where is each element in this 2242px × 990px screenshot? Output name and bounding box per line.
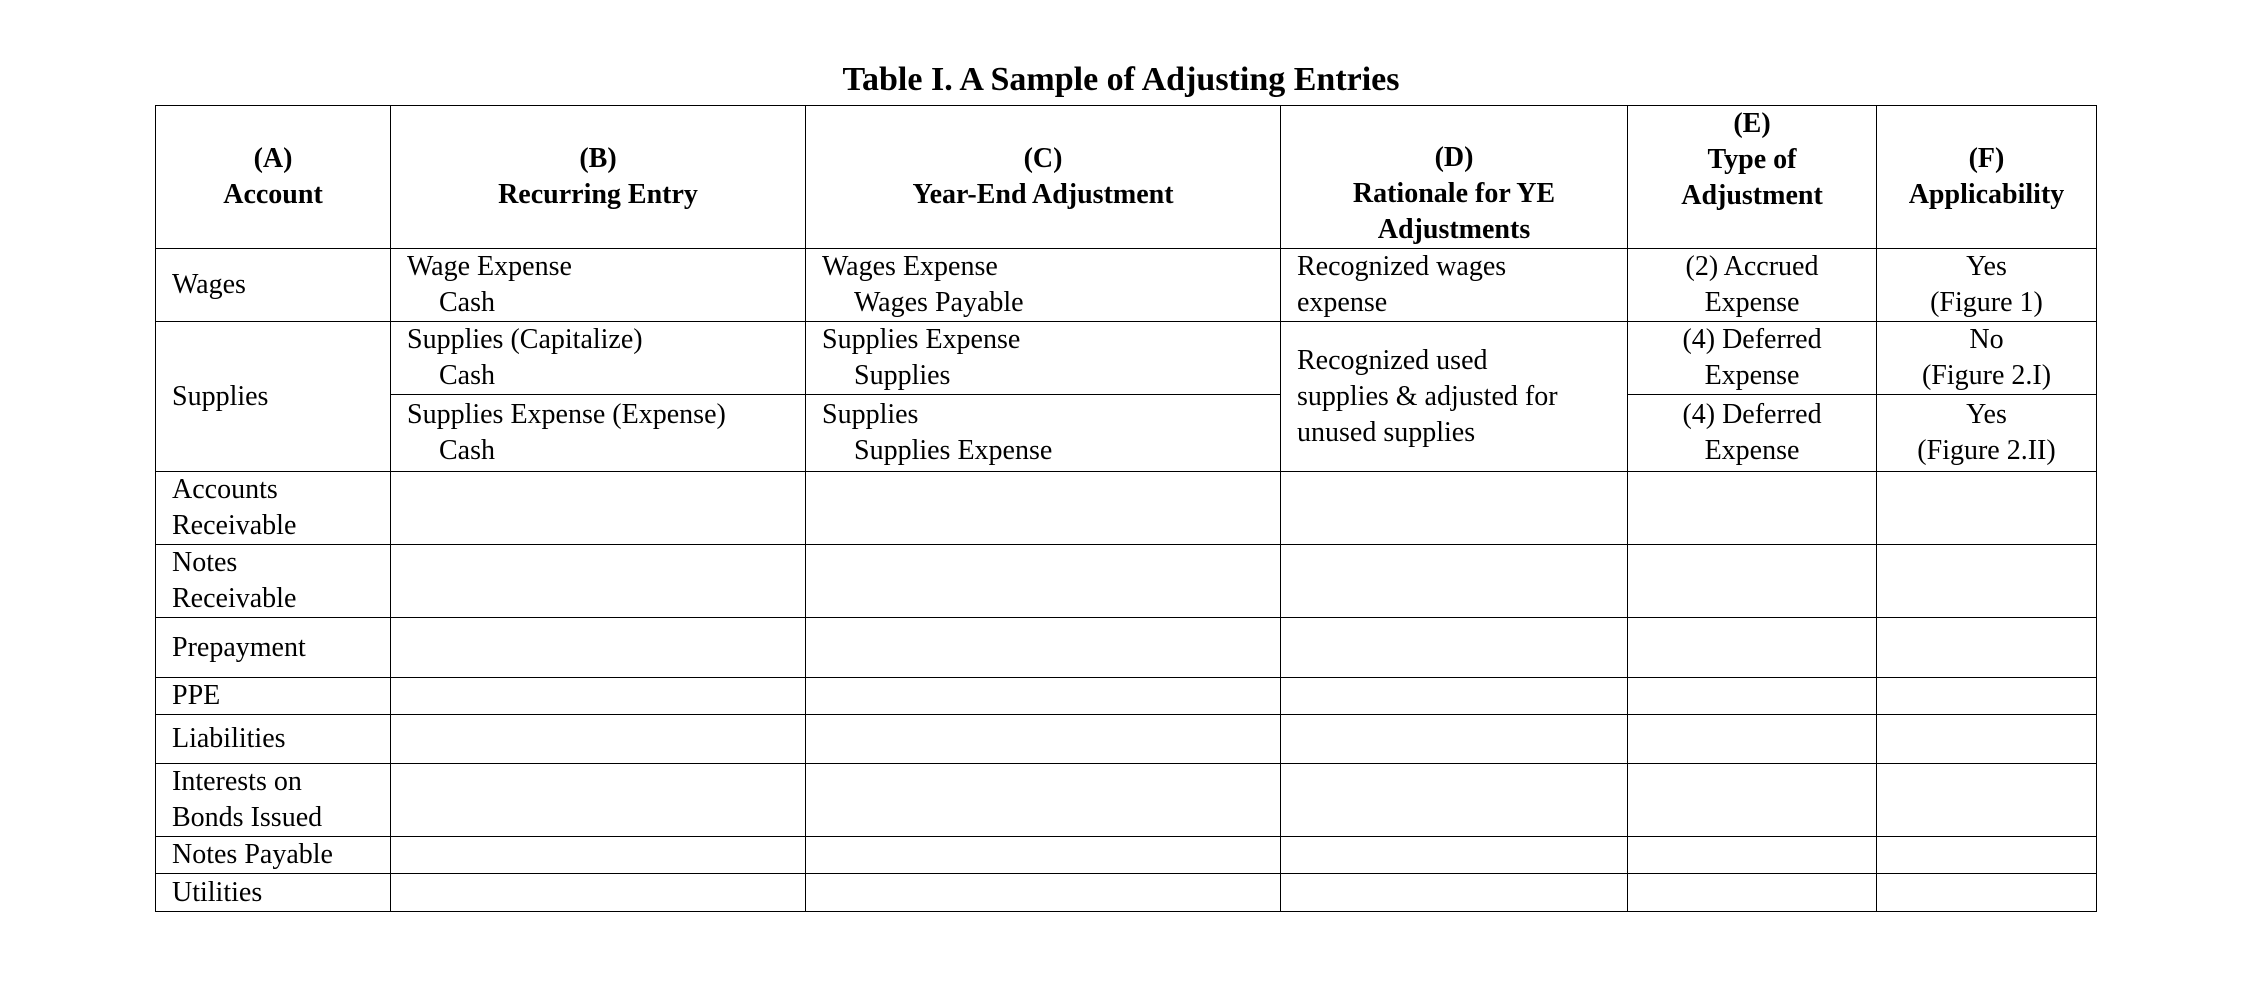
rationale-cell xyxy=(1281,618,1628,678)
year-end-adjustment-cell: Supplies Supplies Expense xyxy=(806,395,1281,472)
year-end-adjustment-cell xyxy=(806,837,1281,874)
account-cell: Prepayment xyxy=(156,618,391,678)
type-of-adjustment-cell: (4) Deferred Expense xyxy=(1628,322,1877,395)
year-end-adjustment-cell xyxy=(806,618,1281,678)
account-cell: PPE xyxy=(156,678,391,715)
account-cell: Utilities xyxy=(156,874,391,912)
rationale-cell xyxy=(1281,837,1628,874)
recurring-entry-cell: Supplies (Capitalize) Cash xyxy=(391,322,806,395)
rationale-cell xyxy=(1281,472,1628,545)
rationale-cell xyxy=(1281,715,1628,764)
table-row-notes-payable xyxy=(156,837,2097,874)
applicability-cell xyxy=(1877,874,2097,912)
account-cell: Wages xyxy=(156,249,391,322)
type-of-adjustment-cell xyxy=(1628,837,1877,874)
recurring-entry-cell xyxy=(391,545,806,618)
type-of-adjustment-cell xyxy=(1628,764,1877,837)
type-of-adjustment-cell: (2) Accrued Expense xyxy=(1628,249,1877,322)
rationale-cell: Recognized wages expense xyxy=(1281,249,1628,322)
applicability-cell xyxy=(1877,678,2097,715)
applicability-cell xyxy=(1877,545,2097,618)
recurring-entry-cell: Wage Expense Cash xyxy=(391,249,806,322)
header-year-end-adjustment: (C) Year-End Adjustment xyxy=(806,106,1281,249)
year-end-adjustment-cell xyxy=(806,764,1281,837)
type-of-adjustment-cell xyxy=(1628,715,1877,764)
year-end-adjustment-cell xyxy=(806,545,1281,618)
type-of-adjustment-cell xyxy=(1628,874,1877,912)
applicability-cell: Yes (Figure 1) xyxy=(1877,249,2097,322)
recurring-entry-cell xyxy=(391,874,806,912)
year-end-adjustment-cell xyxy=(806,678,1281,715)
table-row-prepayment xyxy=(156,618,2097,678)
rationale-cell xyxy=(1281,764,1628,837)
table-row-liabilities xyxy=(156,715,2097,764)
year-end-adjustment-cell xyxy=(806,715,1281,764)
table-row-supplies-capitalize xyxy=(156,322,2097,395)
type-of-adjustment-cell xyxy=(1628,678,1877,715)
header-applicability: (F) Applicability xyxy=(1877,106,2097,249)
table-row-supplies-expense xyxy=(156,395,2097,472)
applicability-cell: No (Figure 2.I) xyxy=(1877,322,2097,395)
year-end-adjustment-cell xyxy=(806,874,1281,912)
table-row-utilities xyxy=(156,874,2097,912)
account-cell: Supplies xyxy=(156,322,391,472)
recurring-entry-cell: Supplies Expense (Expense) Cash xyxy=(391,395,806,472)
type-of-adjustment-cell xyxy=(1628,545,1877,618)
table-row-notes-receivable xyxy=(156,545,2097,618)
rationale-cell xyxy=(1281,545,1628,618)
applicability-cell xyxy=(1877,472,2097,545)
account-cell: Accounts Receivable xyxy=(156,472,391,545)
header-type-of-adjustment: (E) Type of Adjustment xyxy=(1628,106,1877,249)
recurring-entry-cell xyxy=(391,618,806,678)
recurring-entry-cell xyxy=(391,764,806,837)
table-row-accounts-receivable xyxy=(156,472,2097,545)
recurring-entry-cell xyxy=(391,472,806,545)
account-cell: Liabilities xyxy=(156,715,391,764)
header-rationale: (D) Rationale for YE Adjustments xyxy=(1281,106,1628,249)
applicability-cell: Yes (Figure 2.II) xyxy=(1877,395,2097,472)
applicability-cell xyxy=(1877,618,2097,678)
type-of-adjustment-cell xyxy=(1628,472,1877,545)
recurring-entry-cell xyxy=(391,837,806,874)
recurring-entry-cell xyxy=(391,715,806,764)
year-end-adjustment-cell: Supplies Expense Supplies xyxy=(806,322,1281,395)
applicability-cell xyxy=(1877,764,2097,837)
recurring-entry-cell xyxy=(391,678,806,715)
table-row-wages xyxy=(156,249,2097,322)
header-recurring-entry: (B) Recurring Entry xyxy=(391,106,806,249)
account-cell: Interests on Bonds Issued xyxy=(156,764,391,837)
account-cell: Notes Receivable xyxy=(156,545,391,618)
year-end-adjustment-cell xyxy=(806,472,1281,545)
year-end-adjustment-cell: Wages Expense Wages Payable xyxy=(806,249,1281,322)
table-row-ppe xyxy=(156,678,2097,715)
account-cell: Notes Payable xyxy=(156,837,391,874)
adjusting-entries-table xyxy=(155,105,2097,912)
applicability-cell xyxy=(1877,837,2097,874)
rationale-cell: Recognized used supplies & adjusted for unused supplies xyxy=(1281,322,1628,472)
applicability-cell xyxy=(1877,715,2097,764)
rationale-cell xyxy=(1281,678,1628,715)
header-account: (A) Account xyxy=(156,106,391,249)
table-row-interests-on-bonds xyxy=(156,764,2097,837)
type-of-adjustment-cell xyxy=(1628,618,1877,678)
rationale-cell xyxy=(1281,874,1628,912)
header-row xyxy=(156,106,2097,249)
type-of-adjustment-cell: (4) Deferred Expense xyxy=(1628,395,1877,472)
table-title: Table I. A Sample of Adjusting Entries xyxy=(842,61,1400,98)
